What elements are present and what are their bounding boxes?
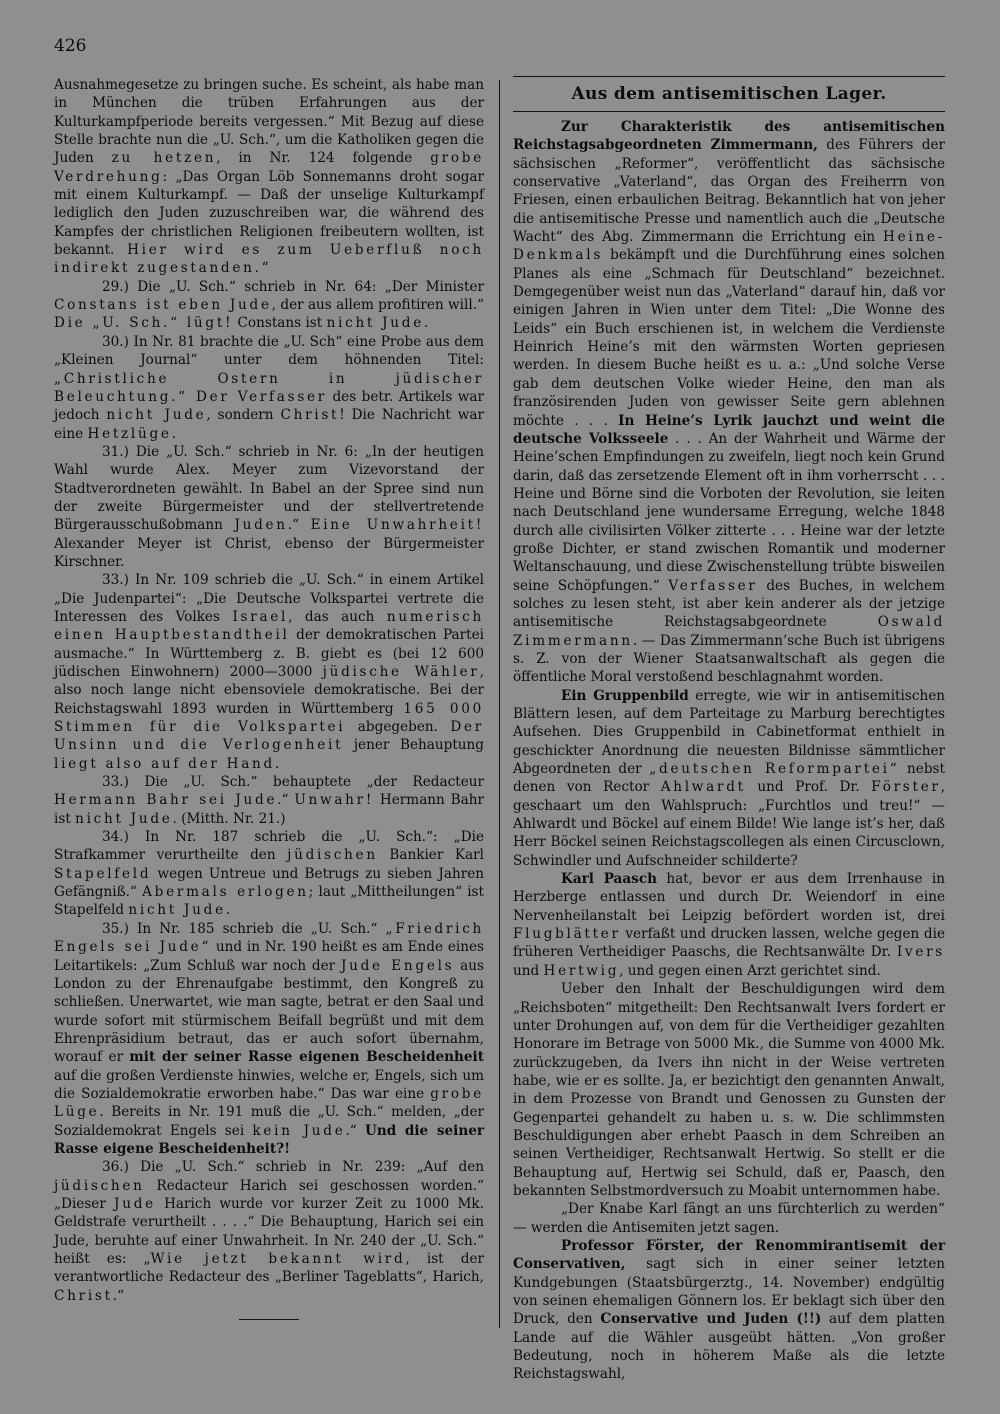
right-column — [513, 76, 945, 1384]
left-paragraph-7: 34.) In Nr. 187 schrieb die „U. Sch.“: „Die Strafkammer verurtheilte den jüdischen Bankier Karl Stapelfeld wegen Untreue und Betrugs zu sieben Jahren Gefängniß.“ Abermals erlogen; laut „Mittheilungen“ ist Stapelfeld nicht Jude. — [54, 829, 484, 919]
left-paragraph-6: 33.) Die „U. Sch.“ behauptete „der Redacteur Hermann Bahr sei Jude.“ Unwahr! Hermann Bahr ist nicht Jude. (Mitth. Nr. 21.) — [54, 774, 484, 827]
left-column-end-rule — [239, 1319, 299, 1320]
page-number: 426 — [54, 36, 87, 56]
section-rule-top — [513, 76, 945, 77]
section-rule-bottom — [513, 111, 945, 112]
left-paragraph-1: Ausnahmegesetze zu bringen suche. Es scheint, als habe man in München die trüben Erfahrungen aus der Kulturkampfperiode bereits vergessen.“ Mit Bezug auf diese Stelle brachte nun die „U. Sch.“, um die Katholiken gegen die Juden zu hetzen, in Nr. 124 folgende grobe Verdrehung: „Das Organ Löb Sonnemanns droht sogar mit einem Kulturkampf. — Daß der unselige Kulturkampf lediglich den Juden zuzuschreiben war, die während des Kampfes der christlichen Religionen freibeutern wollten, ist bekannt. Hier wird es zum Ueberfluß noch indirekt zugestanden.“ — [54, 77, 484, 277]
left-paragraph-3: 30.) In Nr. 81 brachte die „U. Sch“ eine Probe aus dem „Kleinen Journal“ unter dem höhnenden Titel: „Christliche Ostern in jüdischer Beleuchtung.“ Der Verfasser des betr. Artikels war jedoch nicht Jude, sondern Christ! Die Nachricht war eine Hetzlüge. — [54, 333, 485, 442]
right-paragraph-6: Professor Förster, der Renommirantisemit der Conservativen, sagt sich in einer seiner letzten Kundgebungen (Staatsbürgerztg., 14. November) endgültig von seinen ehemaligen Gönnern los. Er beklagt sich über den Druck, den Conservative und Juden (!!) auf dem platten Lande auf die Wähler ausgeübt hätten. „Von großer Bedeutung, noch in höherem Maße als die letzte Reichstagswahl, — [513, 1237, 945, 1383]
left-paragraph-8: 35.) In Nr. 185 schrieb die „U. Sch.“ „Friedrich Engels sei Jude“ und in Nr. 190 heißt es am Ende eines Leitartikels: „Zum Schluß war noch der Jude Engels aus London zu der Ehrenaufgabe bestimmt, den Kongreß zu schließen. Unerwartet, wie man sagte, betrat er den Saal und wurde sofort mit stürmischem Beifall begrüßt und mit dem Ehrenpräsidium betraut, das er auch sofort übernahm, worauf er mit der seiner Rasse eigenen Bescheidenheit auf die großen Verdienste hinwies, welche er, Engels, sich um die Sozialdemokratie erworben habe.“ Das war eine grobe Lüge. Bereits in Nr. 191 muß die „U. Sch.“ melden, „der Sozialdemokrat Engels sei kein Jude.“ Und die seiner Rasse eigene Bescheidenheit?! — [54, 920, 485, 1157]
right-paragraph-4: Ueber den Inhalt der Beschuldigungen wird dem „Reichsboten“ mitgetheilt: Den Rechtsanwalt Ivers fordert er unter Drohungen auf, von dem für die Vertheidiger gezahlten Honorare im Betrage von 5000 Mk., die Summe von 4000 Mk. zurückzugeben, da Ivers ihn nicht in der Weise vertreten habe, wie er es sollte. Ja, er bezichtigt den genannten Anwalt, in dem Prozesse von Brandt und Genossen zu Gunsten der Gegenpartei gehandelt zu haben u. s. w. Die schlimmsten Beschuldigungen aber erhebt Paasch in dem Schreiben an seinen Vertheidiger, Rechtsanwalt Hertwig. So stellt er die Behauptung auf, Hertwig sei Schuld, daß er, Paasch, den bekannten Selbstmordversuch zu Moabit unternommen habe. — [513, 981, 945, 1199]
section-title: Aus dem antisemitischen Lager. — [571, 84, 887, 104]
right-paragraph-3: Karl Paasch hat, bevor er aus dem Irrenhause in Herzberge entlassen und durch Dr. Weiendorf in eine Nervenheilanstalt bei Leipzig befördert worden ist, drei Flugblätter verfaßt und drucken lassen, welche gegen die früheren Vertheidiger Paaschs, die Rechtsanwälte Dr. Ivers und Hertwig, und gegen einen Arzt gerichtet sind. — [513, 871, 945, 979]
left-paragraph-5: 33.) In Nr. 109 schrieb die „U. Sch.“ in einem Artikel „Die Judenpartei“: „Die Deutsche Volkspartei vertrete die Interessen des Volkes Israel, das auch numerisch einen Hauptbestandtheil der demokratischen Partei ausmache.“ In Württemberg z. B. giebt es (bei 12 600 jüdischen Einwohnern) 2000—3000 jüdische Wähler, also noch lange nicht ebensoviele demokratische. Bei der Reichstagswahl 1893 wurden in Württemberg 165 000 Stimmen für die Volkspartei abgegeben. Der Unsinn und die Verlogenheit jener Behauptung liegt also auf der Hand. — [54, 572, 484, 772]
left-column — [54, 76, 484, 1320]
right-paragraph-2: Ein Gruppenbild erregte, wie wir in antisemitischen Blättern lesen, auf dem Parteitage zu Marburg berechtigtes Aufsehen. Dies Gruppenbild in Cabinetformat enthielt in geschickter Anordnung die neuesten Bildnisse sämmtlicher Abgeordneten der „deutschen Reformpartei“ nebst denen von Rector Ahlwardt und Prof. Dr. Förster, geschaart um den Wahlspruch: „Furchtlos und treu!“ — Ahlwardt und Böckel auf einem Bilde! Wie lange ist’s her, daß Herr Böckel seinen Reichstagscollegen als einen Circusclown, Schwindler und Aufschneider schilderte? — [513, 687, 946, 869]
column-divider — [499, 80, 500, 1328]
left-paragraph-9: 36.) Die „U. Sch.“ schrieb in Nr. 239: „Auf den jüdischen Redacteur Harich sei geschossen worden.“ „Dieser Jude Harich wurde vor kurzer Zeit zu 1000 Mk. Geldstrafe verurtheilt . . . .“ Die Behauptung, Harich sei ein Jude, beruhte auf einer Unwahrheit. In Nr. 240 der „U. Sch.“ heißt es: „Wie jetzt bekannt wird, ist der verantwortliche Redacteur des „Berliner Tageblatts“, Harich, Christ.“ — [54, 1159, 484, 1304]
right-column-body — [513, 118, 945, 1384]
right-paragraph-1: Zur Charakteristik des antisemitischen Reichstagsabgeordneten Zimmermann, des Führers der sächsischen „Reformer“, veröffentlicht das sächsische conservative „Vaterland“, das Organ des Freiherrn von Friesen, einen erbaulichen Beitrag. Bekanntlich hat von jeher die antisemitische Presse und namentlich auch die „Deutsche Wacht“ des Abg. Zimmermann die Errichtung ein Heine-Denkmals bekämpft und die Durchführung eines solchen Planes als eine „Schmach für Deutschland“ bezeichnet. Demgegenüber weist nun das „Vaterland“ darauf hin, daß vor einigen Jahren in Wien unter dem Titel: „Die Wonne des Leids“ ein Buch erschienen ist, in welchem die Verdienste Heinrich Heine’s mit den wärmsten Worten gepriesen werden. In diesem Buche heißt es u. a.: „Und solche Verse gab dem deutschen Volke wieder Heine, den man als französirenden Juden von gewisser Seite gern ablehnen möchte . . . In Heine’s Lyrik jauchzt und weint die deutsche Volksseele . . . An der Wahrheit und Wärme der Heine’schen Empfindungen zu zweifeln, liegt noch kein Grund darin, daß das zersetzende Element oft in ihm vorherrscht . . . Heine und Börne sind die Vorboten der Revolution, sie leiten nach Deutschland jene wundersame Erregung, welche 1848 durch alle civilisirten Völker zitterte . . . Heine war der letzte große Dichter, er stand zwischen Romantik und moderner Weltanschauung, und diese Zwischenstellung trübte bisweilen seine Schöpfungen.“ Verfasser des Buches, in welchem solches zu lesen steht, ist aber kein anderer als der jetzige antisemitische Reichstagsabgeordnete Oswald Zimmermann. — Das Zimmermann’sche Buch ist übrigens s. Z. von der Wiener Staatsanwaltschaft als gegen die öffentliche Moral verstoßend beschlagnahmt worden. — [513, 119, 946, 686]
left-paragraph-4: 31.) Die „U. Sch.“ schrieb in Nr. 6: „In der heutigen Wahl wurde Alex. Meyer zum Vizevorstand der Stadtverordneten gewählt. In Babel an der Spree sind nun der zweite Bürgermeister und der stellvertretende Bürgerausschußobmann Juden.“ Eine Unwahrheit! Alexander Meyer ist Christ, ebenso der Bürgermeister Kirschner. — [54, 443, 485, 570]
right-paragraph-5: „Der Knabe Karl fängt an uns fürchterlich zu werden“ — werden die Antisemiten jetzt sagen. — [513, 1201, 945, 1236]
left-paragraph-2: 29.) Die „U. Sch.“ schrieb in Nr. 64: „Der Minister Constans ist eben Jude, der aus allem profitiren will.“ Die „U. Sch.“ lügt! Constans ist nicht Jude. — [54, 278, 484, 332]
